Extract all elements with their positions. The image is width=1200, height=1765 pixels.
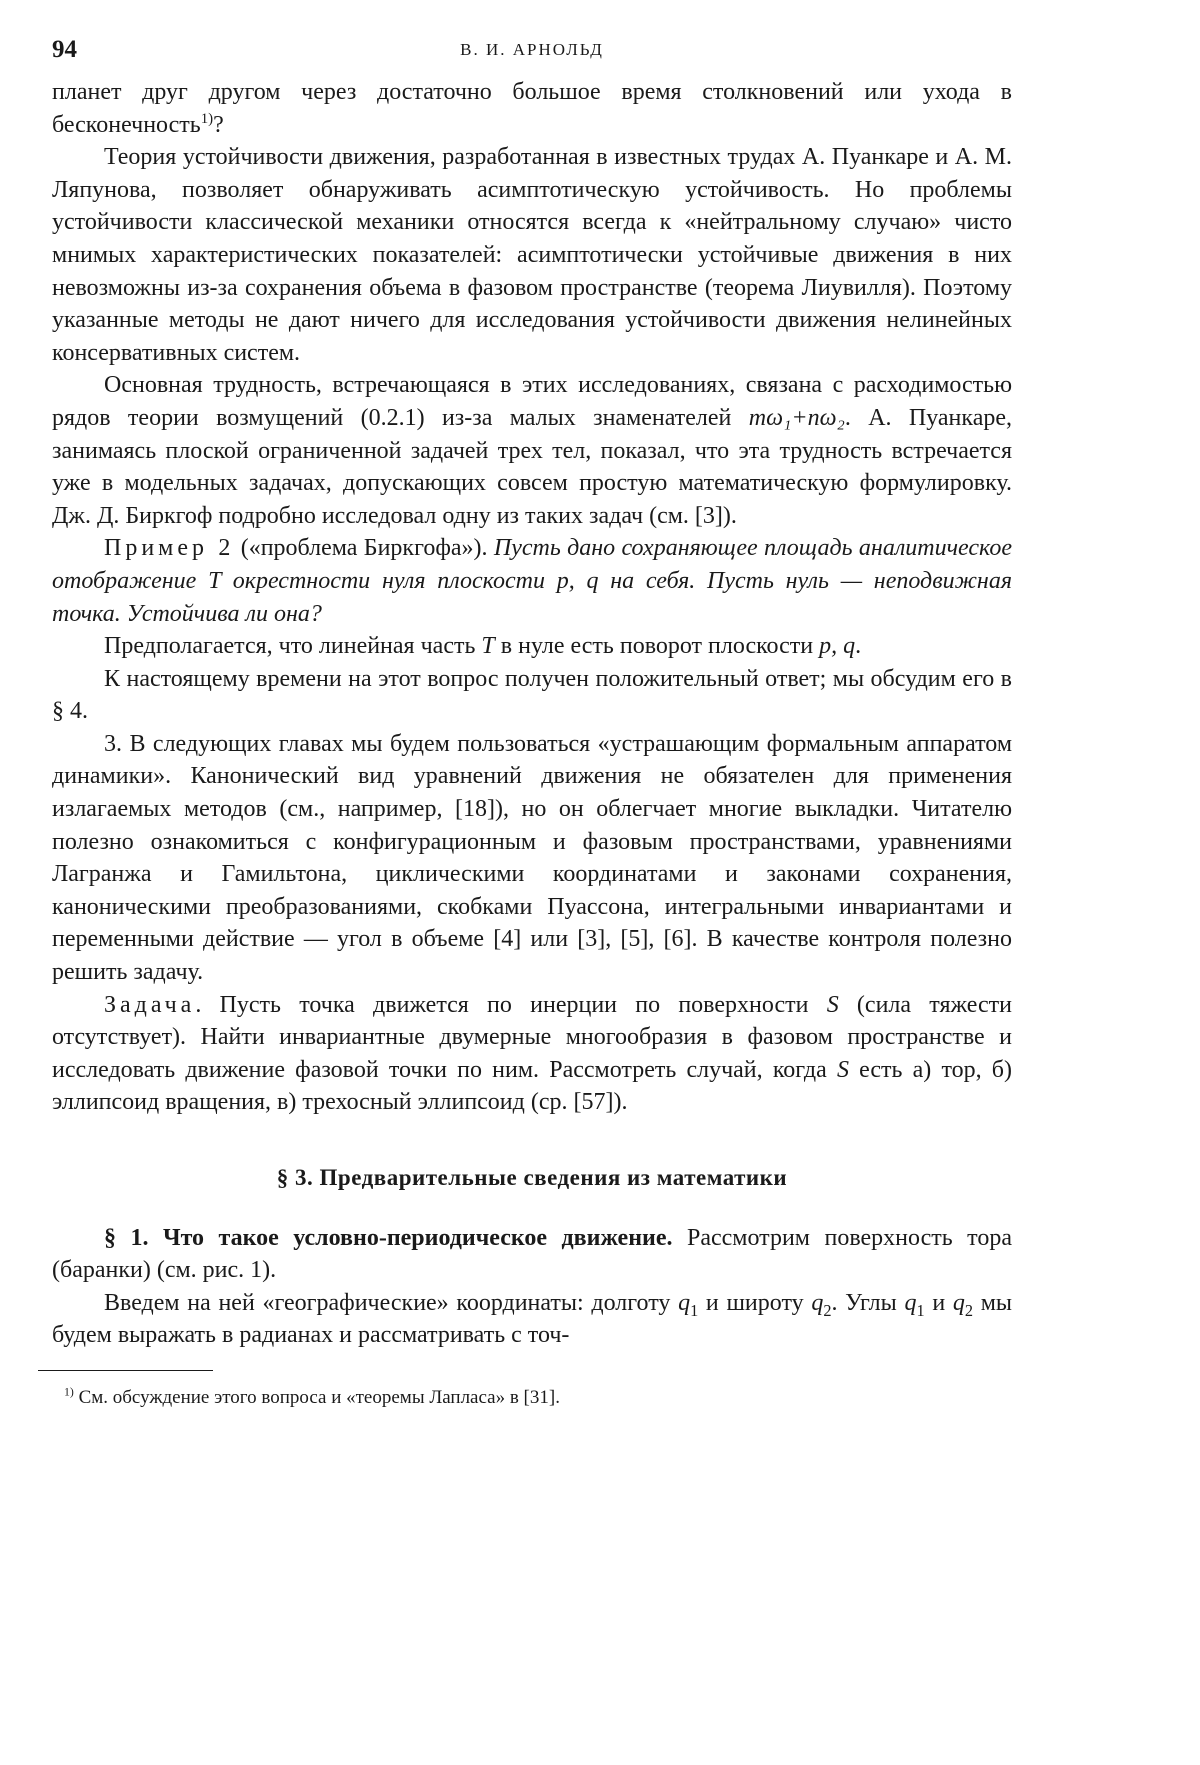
- math-symbol: q: [904, 1289, 917, 1316]
- paragraph-text: Предполагается, что линейная часть: [104, 633, 482, 660]
- paragraph-answer: К настоящему времени на этот вопрос получен положительный ответ; мы обсудим его в § 4.: [52, 665, 1012, 725]
- paragraph-stability-theory: Теория устойчивости движения, разработанная в известных трудах А. Пуанкаре и А. М. Ляпунова, позволяет обнаруживать асимптотическую устойчивость. Но проблемы устойчивости классической механики относятся всегда к «нейтральному случаю» чисто мнимых характеристических показателей: асимптотически устойчивые движения в них невозможны из-за сохранения объема в фазовом пространстве (теорема Лиувилля). Поэтому указанные методы не дают ничего для исследования устойчивости движения нелинейных консервативных систем.: [52, 144, 1012, 366]
- paragraph-text: и: [924, 1289, 953, 1316]
- page-body: [52, 76, 1012, 1411]
- paragraph-text: ?: [213, 111, 224, 138]
- footnote-rule: [38, 1370, 213, 1371]
- paragraph-main-difficulty: [52, 369, 1012, 532]
- paragraph-continuation: [52, 76, 1012, 141]
- paragraph-coordinates: [52, 1287, 1012, 1352]
- paragraph-text: .: [855, 633, 862, 660]
- footnote: [52, 1385, 1012, 1411]
- example-statement: Пусть дано сохраняющее площадь аналитическое отображение T окрестности нуля плоскости p, q на себя. Пусть нуль — неподвижная точка. Устойчива ли она?: [52, 535, 1013, 627]
- paragraph-text: Введем на ней «географические» координаты: долготу: [104, 1289, 679, 1316]
- example-title: («проблема Биркгофа»).: [234, 535, 494, 562]
- section-title: § 3. Предварительные сведения из математики: [276, 1165, 788, 1190]
- paragraph-text: мы будем выражать в радианах и рассматривать с точ-: [52, 1289, 1013, 1349]
- subsection-heading: § 1. Что такое условно-периодическое движение.: [104, 1224, 673, 1251]
- math-subscript: 2: [964, 1300, 974, 1320]
- formula-small-denominators: mω₁+nω₂: [748, 404, 845, 431]
- running-head: В. И. АРНОЛЬД: [460, 40, 604, 59]
- paragraph-assumption: [52, 630, 1012, 663]
- page-header: [52, 36, 1012, 76]
- math-symbol: T: [481, 633, 495, 660]
- footnote-marker: 1): [64, 1385, 74, 1399]
- paragraph-subsection-1: [52, 1222, 1012, 1287]
- footnote-text: См. обсуждение этого вопроса и «теоремы Лапласа» в [31].: [73, 1386, 560, 1408]
- math-symbol: S: [826, 991, 839, 1018]
- math-symbol: q: [811, 1289, 824, 1316]
- paragraph-text: . А. Пуанкаре, занимаясь плоской ограниченной задачей трех тел, показал, что эта трудность встречается уже в модельных задачах, допускающих совсем простую математическую формулировку. Дж. Д. Биркгоф подробно исследовал одну из таких задач (см. [3]).: [52, 404, 1013, 529]
- paragraph-formal-apparatus: 3. В следующих главах мы будем пользоваться «устрашающим формальным аппаратом динамики». Канонический вид уравнений движения не обязателен для применения излагаемых методов (см., например, [18]), но он облегчает многие выкладки. Читателю полезно ознакомиться с конфигурационным и фазовым пространствами, уравнениями Лагранжа и Гамильтона, циклическими координатами и законами сохранения, каноническими преобразованиями, скобками Пуассона, интегральными инвариантами и переменными действие — угол в объеме [4] или [3], [5], [6]. В качестве контроля полезно решить задачу.: [52, 730, 1012, 986]
- paragraph-text: Рассмотрим поверхность тора (баранки) (см. рис. 1).: [52, 1224, 1012, 1284]
- paragraph-text: . Углы: [831, 1289, 905, 1316]
- paragraph-text: (сила тяжести отсутствует). Найти инвариантные двумерные многообразия в фазовом пространстве и исследовать движение фазовой точки по ним. Рассмотреть случай, когда: [52, 991, 1012, 1083]
- math-symbol: p, q: [819, 633, 856, 660]
- example-label: Пример 2: [104, 535, 235, 562]
- paragraph-text: планет друг другом через достаточно большое время столкновений или ухода в бесконечность: [52, 79, 1012, 138]
- math-subscript: 1: [916, 1300, 925, 1320]
- paragraph-text: . Пусть точка движется по инерции по поверхности: [195, 991, 827, 1018]
- book-page: [52, 36, 1012, 1411]
- math-subscript: 1: [690, 1300, 699, 1320]
- math-symbol: q: [678, 1289, 691, 1316]
- footnote-marker: 1): [200, 110, 214, 127]
- paragraph-text: Основная трудность, встречающаяся в этих исследованиях, связана с расходимостью рядов теории возмущений (0.2.1) из-за малых знаменателей: [52, 372, 1012, 431]
- math-symbol: S: [836, 1056, 849, 1083]
- paragraph-text: в нуле есть поворот плоскости: [494, 633, 820, 660]
- paragraph-problem: [52, 989, 1012, 1119]
- problem-label: Задача: [104, 991, 196, 1018]
- math-symbol: q: [952, 1289, 965, 1316]
- math-subscript: 2: [823, 1300, 832, 1320]
- page-number: 94: [52, 36, 77, 63]
- paragraph-example-2: [52, 532, 1012, 630]
- paragraph-text: и широту: [698, 1289, 812, 1316]
- paragraph-text: есть а) тор, б) эллипсоид вращения, в) трехосный эллипсоид (ср. [57]).: [52, 1056, 1013, 1116]
